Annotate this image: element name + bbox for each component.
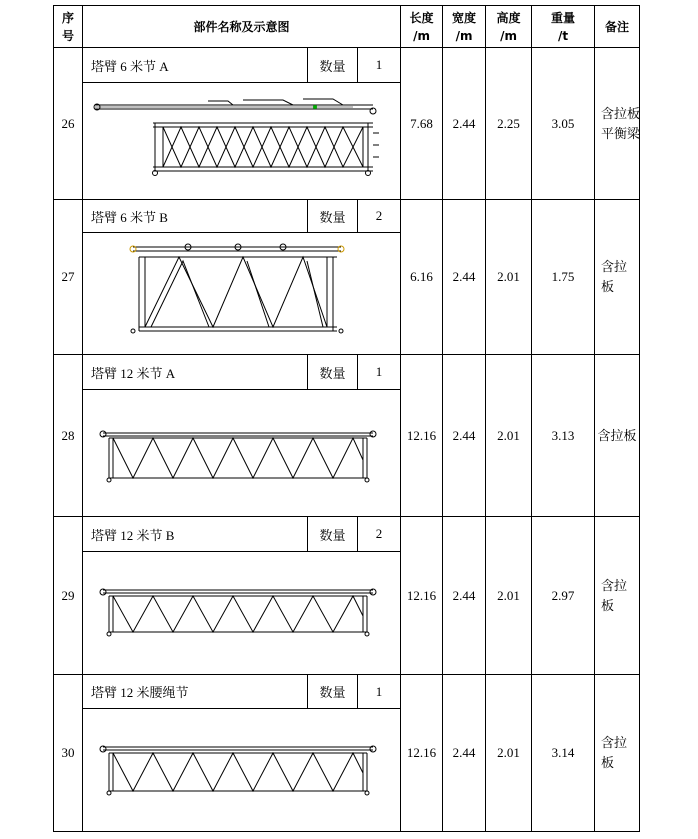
qty-value: 1	[358, 675, 401, 709]
part-name: 塔臂 12 米腰绳节	[83, 675, 308, 709]
width-value: 2.44	[443, 675, 486, 832]
weight-value: 2.97	[532, 517, 595, 675]
length-value: 12.16	[401, 675, 443, 832]
table-row	[54, 355, 640, 390]
remark-value: 含拉板	[595, 517, 640, 675]
length-value: 12.16	[401, 355, 443, 517]
qty-label: 数量	[308, 200, 358, 233]
part-name: 塔臂 12 米节 A	[83, 355, 308, 390]
width-value: 2.44	[443, 200, 486, 355]
height-value: 2.25	[486, 48, 532, 200]
part-name: 塔臂 12 米节 B	[83, 517, 308, 552]
row-no: 28	[54, 355, 83, 517]
row-no: 26	[54, 48, 83, 200]
table-header-row	[54, 6, 640, 48]
qty-label: 数量	[308, 48, 358, 83]
qty-label: 数量	[308, 675, 358, 709]
part-name: 塔臂 6 米节 B	[83, 200, 308, 233]
header-weight: 重量 /t	[532, 6, 595, 48]
boom-section-27-diagram	[83, 233, 393, 354]
boom-section-29-diagram	[83, 552, 393, 674]
remark-value: 含拉板	[595, 355, 640, 517]
table-row	[54, 200, 640, 233]
qty-value: 1	[358, 355, 401, 390]
header-length: 长度 /m	[401, 6, 443, 48]
row-no: 29	[54, 517, 83, 675]
boom-section-drawing	[83, 83, 401, 200]
qty-value: 2	[358, 200, 401, 233]
boom-section-28-diagram	[83, 390, 393, 516]
components-table	[53, 5, 640, 832]
qty-value: 2	[358, 517, 401, 552]
boom-section-drawing	[83, 709, 401, 832]
remark-value: 含拉板平衡梁	[595, 48, 640, 200]
qty-label: 数量	[308, 355, 358, 390]
weight-value: 3.14	[532, 675, 595, 832]
qty-value: 1	[358, 48, 401, 83]
remark-value: 含拉板	[595, 200, 640, 355]
part-name: 塔臂 6 米节 A	[83, 48, 308, 83]
height-value: 2.01	[486, 355, 532, 517]
row-no: 30	[54, 675, 83, 832]
width-value: 2.44	[443, 355, 486, 517]
header-height: 高度 /m	[486, 6, 532, 48]
length-value: 12.16	[401, 517, 443, 675]
height-value: 2.01	[486, 517, 532, 675]
boom-section-30-diagram	[83, 709, 393, 831]
width-value: 2.44	[443, 48, 486, 200]
boom-section-26-diagram	[83, 83, 393, 199]
row-no: 27	[54, 200, 83, 355]
table-row	[54, 675, 640, 709]
width-value: 2.44	[443, 517, 486, 675]
boom-section-drawing	[83, 233, 401, 355]
header-name: 部件名称及示意图	[83, 6, 401, 48]
weight-value: 1.75	[532, 200, 595, 355]
weight-value: 3.05	[532, 48, 595, 200]
remark-value: 含拉板	[595, 675, 640, 832]
length-value: 7.68	[401, 48, 443, 200]
header-no: 序 号	[54, 6, 83, 48]
header-width: 宽度 /m	[443, 6, 486, 48]
boom-section-drawing	[83, 552, 401, 675]
qty-label: 数量	[308, 517, 358, 552]
table-row	[54, 48, 640, 83]
table-row	[54, 517, 640, 552]
length-value: 6.16	[401, 200, 443, 355]
height-value: 2.01	[486, 675, 532, 832]
header-remark: 备注	[595, 6, 640, 48]
weight-value: 3.13	[532, 355, 595, 517]
boom-section-drawing	[83, 390, 401, 517]
height-value: 2.01	[486, 200, 532, 355]
